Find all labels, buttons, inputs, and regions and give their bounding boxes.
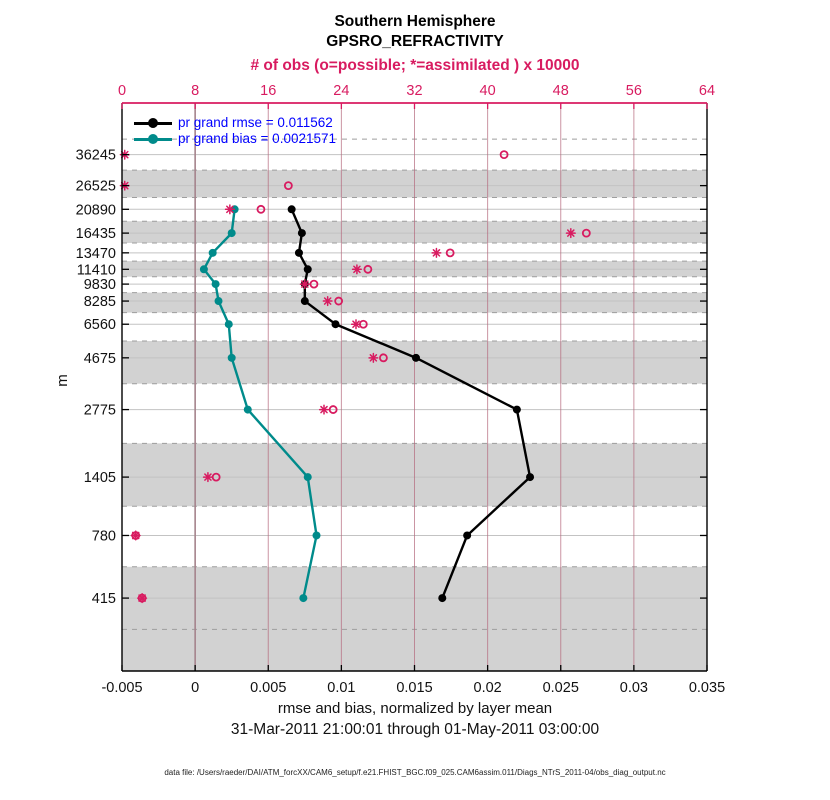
rmse-data-point — [298, 229, 306, 237]
y-axis-tick-label: 11410 — [76, 262, 116, 279]
top-axis-tick-label: 16 — [260, 83, 277, 99]
date-range-subtitle: 31-Mar-2011 21:00:01 through 01-May-2011 03:00:00 — [230, 721, 600, 738]
bias-line-swatch-icon — [134, 138, 172, 141]
x-axis-label: rmse and bias, normalized by layer mean — [277, 700, 553, 717]
y-axis-tick-label: 1405 — [83, 470, 116, 487]
bottom-axis-tick-label: 0.01 — [327, 680, 356, 696]
top-axis-tick-label: 0 — [117, 83, 127, 99]
bottom-axis-tick-label: 0.035 — [688, 680, 726, 696]
y-axis-tick-label: 9830 — [83, 277, 116, 294]
rmse-data-point — [304, 265, 312, 273]
assimilated-obs-marker — [432, 249, 441, 258]
bias-data-point — [244, 406, 252, 414]
rmse-data-point — [526, 473, 534, 481]
bottom-axis-tick-label: 0.025 — [542, 680, 579, 696]
top-axis-tick-label: 40 — [479, 83, 496, 99]
bias-data-point — [228, 229, 236, 237]
top-axis-tick-label: 32 — [406, 83, 423, 99]
assimilated-obs-marker — [204, 473, 213, 482]
top-axis-tick-label: 56 — [625, 83, 642, 99]
y-axis-tick-label: 415 — [91, 591, 116, 608]
bottom-axis-tick-label: 0 — [191, 680, 200, 696]
data-file-note: data file: /Users/raeder/DAI/ATM_forcXX/CAM6_setup/f.e21.FHIST_BGC.f09_025.CAM6assim.011/Diags_NTrS_2011-04/obs_diag_output.nc — [164, 768, 666, 777]
rmse-data-point — [463, 531, 471, 539]
y-axis-tick-label: 4675 — [83, 350, 116, 367]
bias-data-point — [313, 531, 321, 539]
legend-label-bias: pr grand bias = 0.0021571 — [178, 131, 336, 146]
bias-data-point — [304, 473, 312, 481]
bias-data-point — [299, 594, 307, 602]
legend — [134, 115, 336, 147]
rmse-data-point — [438, 594, 446, 602]
bottom-axis-tick-label: -0.005 — [101, 680, 143, 696]
y-axis-tick-label: 26525 — [75, 178, 116, 195]
assimilated-obs-marker — [320, 405, 329, 414]
bias-data-point — [215, 297, 223, 305]
legend-label-rmse: pr grand rmse = 0.011562 — [178, 115, 333, 130]
top-axis-tick-label: 8 — [191, 83, 200, 99]
plot-title-region: Southern Hemisphere — [334, 13, 496, 30]
assimilated-obs-marker — [369, 354, 378, 363]
assimilated-obs-marker — [323, 297, 332, 306]
bottom-axis-tick-label: 0.02 — [473, 680, 502, 696]
bottom-axis-tick-label: 0.03 — [619, 680, 648, 696]
bias-data-point — [212, 280, 220, 288]
rmse-line-swatch-icon — [134, 122, 172, 125]
assimilated-obs-marker — [301, 280, 310, 289]
bottom-axis-tick-label: 0.005 — [250, 680, 287, 696]
legend-entry-bias — [134, 131, 336, 147]
top-axis-tick-label: 48 — [552, 83, 569, 99]
rmse-data-point — [288, 205, 296, 213]
y-axis-label: m — [53, 374, 71, 387]
assimilated-obs-marker — [131, 531, 140, 540]
bias-data-point — [225, 320, 233, 328]
rmse-data-point — [301, 297, 309, 305]
assimilated-obs-marker — [138, 594, 147, 603]
top-axis-tick-label: 64 — [698, 83, 716, 99]
assimilated-obs-marker — [226, 205, 235, 214]
bias-data-point — [228, 354, 236, 362]
rmse-data-point — [295, 249, 303, 257]
y-axis-tick-label: 6560 — [83, 317, 116, 334]
top-axis-tick-label: 24 — [333, 83, 350, 99]
rmse-data-point — [412, 354, 420, 362]
y-axis-tick-label: 20890 — [75, 202, 116, 219]
top-axis-label: # of obs (o=possible; *=assimilated ) x 10000 — [250, 57, 580, 74]
rmse-data-point — [513, 406, 521, 414]
assimilated-obs-marker — [353, 265, 362, 274]
rmse-data-point — [332, 320, 340, 328]
y-axis-tick-label: 13470 — [75, 245, 116, 262]
bias-data-point — [209, 249, 217, 257]
y-axis-tick-label: 780 — [91, 528, 116, 545]
y-axis-tick-label: 8285 — [83, 294, 116, 311]
bottom-axis-tick-label: 0.015 — [396, 680, 433, 696]
y-axis-tick-label: 36245 — [75, 147, 116, 164]
bias-data-point — [200, 265, 208, 273]
legend-entry-rmse — [134, 115, 336, 131]
assimilated-obs-marker — [567, 229, 576, 238]
assimilated-obs-marker — [352, 320, 361, 329]
y-axis-tick-label: 2775 — [83, 402, 116, 419]
y-axis-tick-label: 16435 — [75, 226, 116, 243]
plot-title-variable: GPSRO_REFRACTIVITY — [326, 33, 504, 50]
